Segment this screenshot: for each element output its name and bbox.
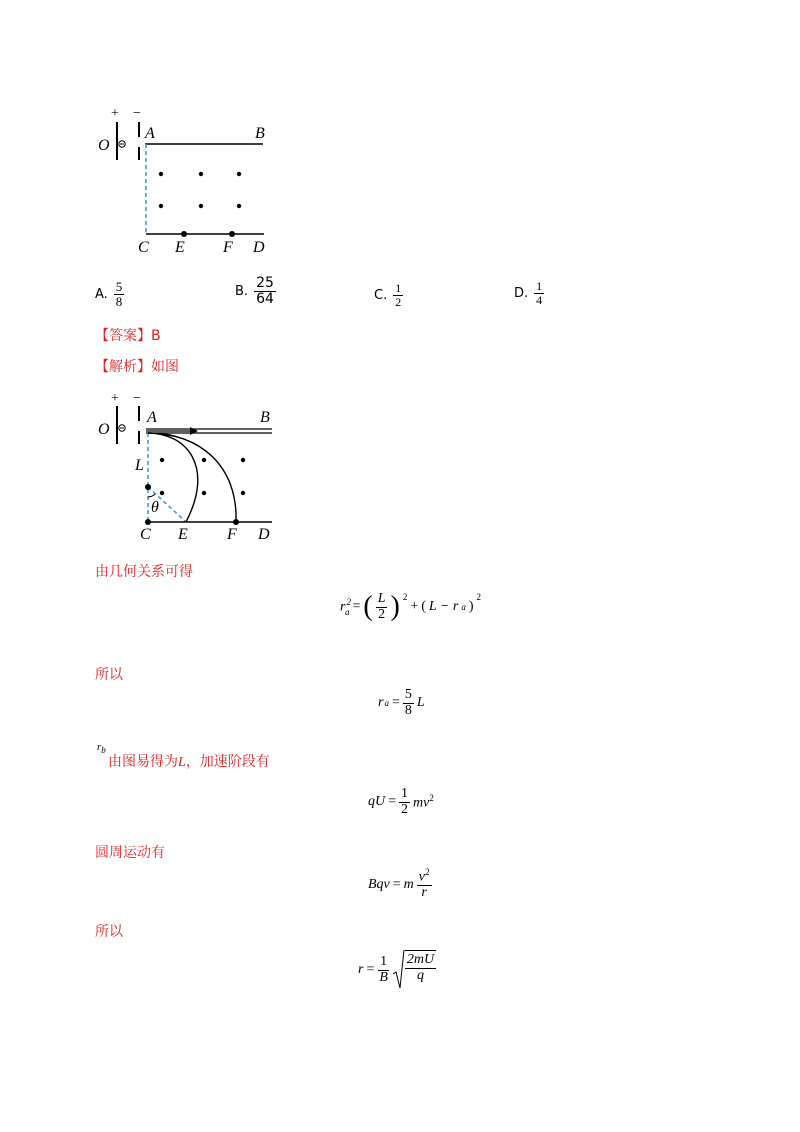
- fig2-label-D: D: [258, 526, 270, 543]
- fig1-label-A: A: [145, 125, 155, 142]
- fig2-arrow-head: [190, 427, 198, 435]
- option-A: [95, 280, 124, 308]
- fig1-label-O: O: [98, 137, 110, 154]
- fig1-label-E: E: [175, 239, 185, 256]
- equation-1: $r^2_a$ = ( $\frac{L}{2}$ ) $^2$ + ( L − r a ) $^2$: [340, 591, 481, 623]
- field-dot: [159, 172, 163, 176]
- fig2-point-F: [233, 519, 239, 525]
- fraction-numerator: 5: [115, 279, 123, 294]
- field-dot: [160, 491, 164, 495]
- fig2-label-A: A: [147, 409, 157, 426]
- fig2-label-F: F: [227, 526, 237, 543]
- field-dot: [202, 458, 206, 462]
- fig2-minus: −: [133, 391, 141, 406]
- step-rb: 由图易得为L，加速阶段有: [108, 754, 270, 770]
- fraction-denominator: 4: [536, 292, 543, 307]
- field-dot: [160, 458, 164, 462]
- analysis-heading: 【解析】: [95, 359, 151, 375]
- equation-3: qU = $\frac{1}{2}$ $mv^2$: [368, 786, 434, 817]
- option-label: A.: [95, 286, 108, 302]
- answer-heading: 【答案】: [95, 328, 151, 344]
- option-label: D.: [514, 285, 529, 301]
- option-fraction: [114, 280, 125, 308]
- fig2-plus: +: [111, 391, 119, 406]
- option-fraction: [393, 282, 403, 308]
- step-so-2: 所以: [95, 924, 123, 940]
- figure-2: [90, 386, 290, 546]
- fraction-denominator: 8: [115, 293, 123, 309]
- fig1-plus: +: [111, 106, 119, 121]
- fig1-label-B: B: [255, 125, 265, 142]
- fig1-minus: −: [133, 106, 141, 121]
- fig2-label-L: L: [135, 457, 144, 474]
- fig1-point-E: [181, 231, 187, 237]
- fig2-label-theta: θ: [151, 499, 159, 516]
- fig2-label-C: C: [140, 526, 151, 543]
- eq1-lhs: $r^2_a$: [340, 597, 351, 617]
- fig1-label-C: C: [138, 239, 149, 256]
- field-dot: [202, 491, 206, 495]
- option-C: [374, 282, 403, 308]
- fraction-numerator: 1: [536, 279, 543, 293]
- equation-4: Bqv = m $\frac{v^2}{r}$: [368, 867, 430, 901]
- step-geometry: 由几何关系可得: [95, 564, 193, 580]
- fig1-label-F: F: [223, 239, 233, 256]
- fig1-field-dots: [159, 172, 241, 208]
- eq4-fraction: $\frac{v^2}{r}$: [418, 867, 430, 901]
- figure-1: [90, 100, 290, 260]
- eq2-fraction: $\frac{5}{8}$: [404, 687, 412, 718]
- field-dot: [237, 204, 241, 208]
- fig2-label-O: O: [98, 421, 110, 438]
- step-circular: 圆周运动有: [95, 845, 165, 861]
- option-label: B.: [235, 283, 249, 299]
- equation-2: r a = $\frac{5}{8}$ L: [378, 687, 425, 718]
- field-dot: [241, 458, 245, 462]
- eq5-fraction: $\frac{1}{B}$: [379, 953, 388, 985]
- field-dot: [237, 172, 241, 176]
- field-dot: [241, 491, 245, 495]
- equation-5: r = $\frac{1}{B}$ $\frac{2mU}{q}$: [358, 950, 436, 990]
- radical-sign: [393, 950, 405, 990]
- eq1-fraction: $\frac{L}{2}$: [377, 591, 386, 622]
- fig2-center-point: [145, 484, 151, 490]
- fig2-angle-arc: [148, 494, 155, 497]
- rb-note: $r_b$: [97, 741, 106, 756]
- option-B: [235, 276, 276, 306]
- answer-line: [95, 325, 161, 345]
- fig2-point-C: [145, 519, 151, 525]
- fraction-denominator: 64: [256, 290, 274, 307]
- eq3-fraction: $\frac{1}{2}$: [401, 786, 409, 817]
- fraction-numerator: 1: [395, 281, 402, 295]
- option-fraction: [534, 280, 544, 306]
- fig1-point-F: [229, 231, 235, 237]
- option-D: [514, 280, 544, 306]
- fig1-label-D: D: [253, 239, 265, 256]
- field-dot: [199, 172, 203, 176]
- field-dot: [199, 204, 203, 208]
- analysis-text: 如图: [151, 359, 179, 375]
- option-label: C.: [374, 287, 388, 303]
- fig2-label-E: E: [178, 526, 188, 543]
- field-dot: [159, 204, 163, 208]
- step-so-1: 所以: [95, 667, 123, 683]
- option-fraction: [254, 276, 276, 306]
- fraction-numerator: 25: [256, 275, 274, 291]
- fig2-label-B: B: [260, 409, 270, 426]
- analysis-line: [95, 356, 179, 376]
- eq5-radical: $\frac{2mU}{q}$: [393, 950, 436, 990]
- fraction-denominator: 2: [395, 294, 402, 309]
- answer-value: B: [151, 328, 161, 344]
